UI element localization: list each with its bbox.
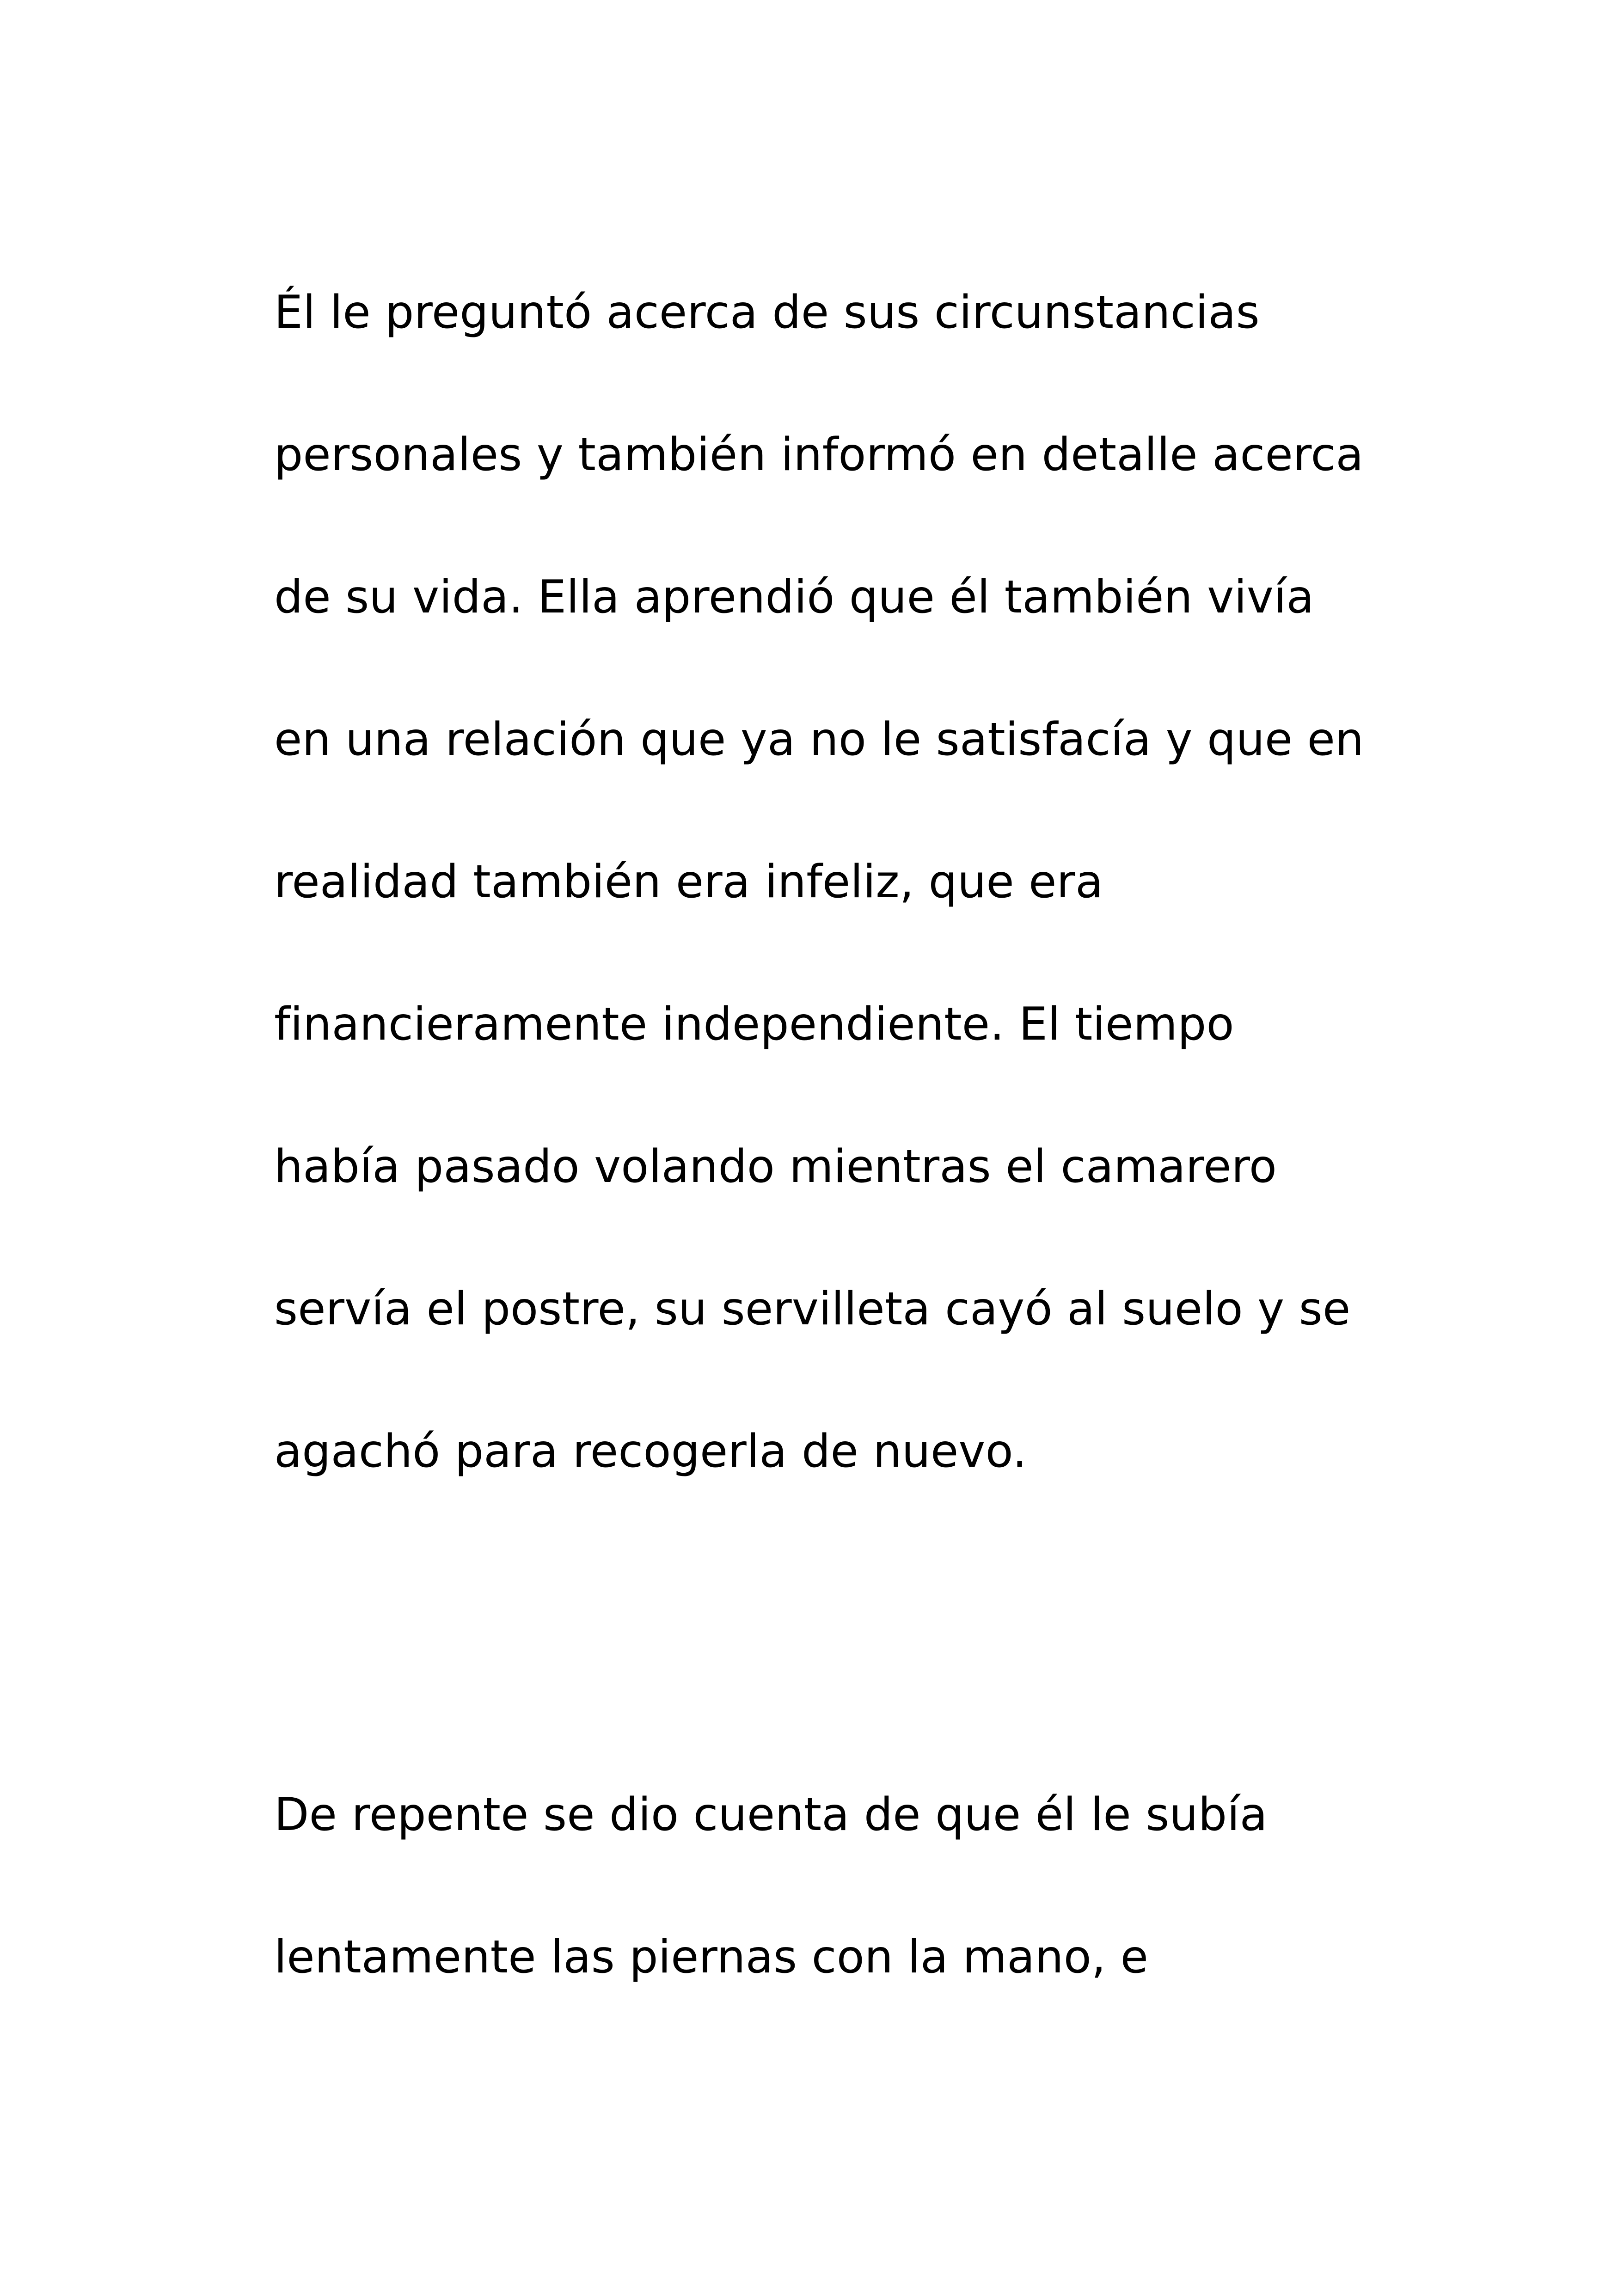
text-line: realidad también era infeliz, que era [274, 856, 1103, 908]
text-line: De repente se dio cuenta de que él le subía [274, 1788, 1268, 1841]
text-line: lentamente las piernas con la mano, e [274, 1931, 1149, 1984]
text-line: en una relación que ya no le satisfacía y que en [274, 713, 1364, 766]
text-line: de su vida. Ella aprendió que él también vivía [274, 571, 1314, 624]
text-line: había pasado volando mientras el camarero [274, 1140, 1277, 1193]
text-line: financieramente independiente. El tiempo [274, 998, 1234, 1051]
text-line: agachó para recogerla de nuevo. [274, 1425, 1027, 1478]
text-line: personales y también informó en detalle acerca [274, 429, 1364, 481]
text-line: Él le preguntó acerca de sus circunstancias [274, 286, 1260, 339]
text-line: servía el postre, su servilleta cayó al suelo y se [274, 1283, 1351, 1335]
